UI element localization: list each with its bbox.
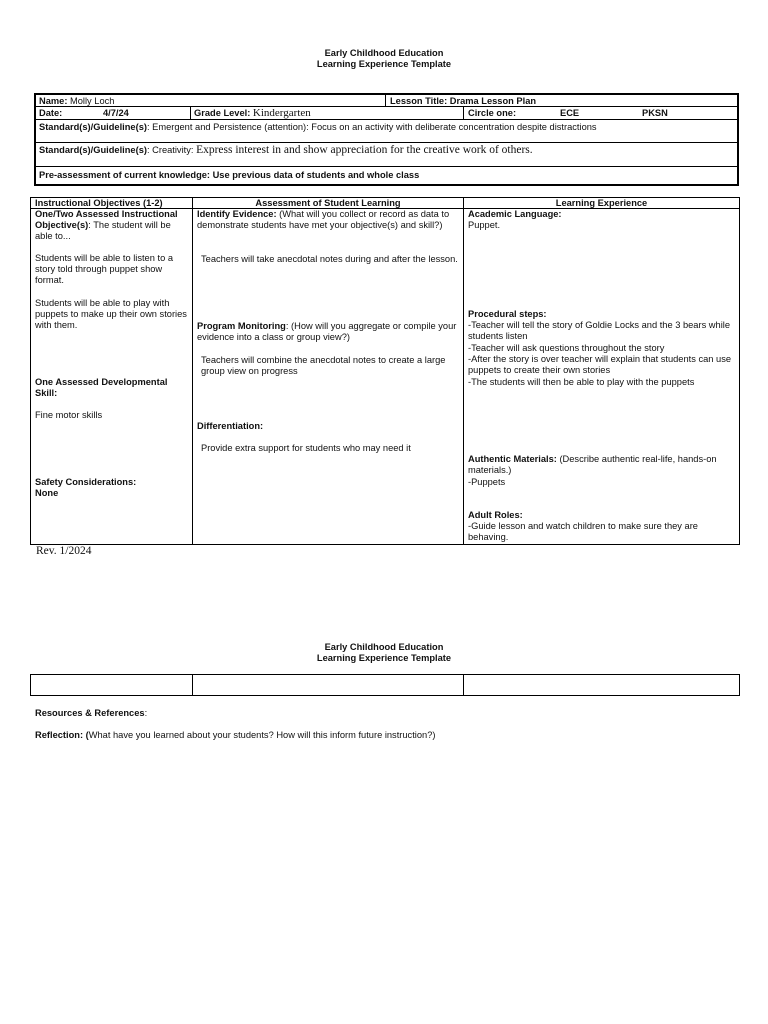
circle-option-ece[interactable]: ECE: [560, 108, 580, 118]
resources-references: Resources & References:: [35, 708, 148, 718]
name-field: [39, 96, 114, 107]
page2-title-line1: Early Childhood Education: [324, 642, 444, 652]
monitoring-value: Teachers will combine the anecdotal notes to create a large group view on progress: [201, 355, 446, 376]
safety-label: Safety Considerations:: [35, 477, 137, 487]
procedural-step-4: -The students will then be able to play with the puppets: [468, 377, 695, 387]
column-header-assessment: Assessment of Student Learning: [255, 198, 401, 208]
procedural-step-1: -Teacher will tell the story of Goldie Locks and the 3 bears while students listen: [468, 320, 730, 341]
standard-2-value: Express interest in and show appreciation for the creative work of others.: [196, 144, 533, 156]
adult-roles-label: Adult Roles:: [468, 510, 523, 520]
authentic-materials: Authentic Materials: (Describe authentic real-life, hands-on materials.): [468, 454, 717, 475]
standard-2-prefix: : Creativity:: [146, 145, 194, 155]
pre-assessment: Pre-assessment of current knowledge: Use previous data of students and whole class: [39, 170, 420, 180]
standard-2: [39, 145, 533, 156]
revision-note: Rev. 1/2024: [36, 545, 92, 557]
authentic-materials-value: -Puppets: [468, 477, 506, 487]
grade-level-label: Grade Level:: [194, 108, 251, 118]
identify-evidence: Identify Evidence: (What will you collect or record as data to demonstrate students have met your objective(s) and skill?): [197, 209, 450, 230]
page-title-line2: Learning Experience Template: [316, 59, 452, 69]
name-value: Molly Loch: [70, 96, 115, 106]
column-header-objectives: Instructional Objectives (1-2): [35, 198, 163, 208]
standard-1: [39, 122, 597, 133]
page-title-line1: Early Childhood Education: [324, 48, 444, 58]
lesson-title-field: [390, 96, 536, 107]
evidence-value: Teachers will take anecdotal notes during and after the lesson.: [201, 254, 458, 264]
date-value: 4/7/24: [103, 108, 129, 118]
adult-roles-value: -Guide lesson and watch children to make sure they are behaving.: [468, 521, 698, 542]
name-label: Name:: [39, 96, 68, 106]
circle-one-label: Circle one:: [468, 108, 517, 118]
procedural-step-2: -Teacher will ask questions throughout the story: [468, 343, 665, 353]
standard-1-value: : Emergent and Persistence (attention): Focus on an activity with deliberate concentration despite distractions: [146, 122, 597, 132]
differentiation-value: Provide extra support for students who may need it: [201, 443, 411, 453]
differentiation-label: Differentiation:: [197, 421, 264, 431]
dev-skill-value: Fine motor skills: [35, 410, 103, 420]
page2-title-line2: Learning Experience Template: [316, 653, 452, 663]
grade-level-value: Kindergarten: [252, 107, 311, 119]
procedural-step-3: -After the story is over teacher will explain that students can use puppets to create their own stories: [468, 354, 732, 375]
reflection: Reflection: (What have you learned about your students? How will this inform future instruction?): [35, 730, 436, 740]
date-label: Date:: [39, 108, 63, 118]
objective-item-1: Students will be able to listen to a story told through puppet show format.: [35, 253, 173, 285]
lesson-title-value: Drama Lesson Plan: [449, 96, 537, 106]
lesson-title-label: Lesson Title:: [390, 96, 448, 106]
circle-option-pksn[interactable]: PKSN: [642, 108, 668, 118]
safety-value: None: [35, 488, 59, 498]
grade-level-field: [194, 108, 311, 119]
objective-heading: One/Two Assessed Instructional Objective(s): The student will be able to...: [35, 209, 178, 241]
standard-1-label: Standard(s)/Guideline(s): [39, 122, 147, 132]
dev-skill-label: One Assessed Developmental Skill:: [35, 377, 168, 398]
program-monitoring: Program Monitoring: (How will you aggregate or compile your evidence into a class or group view?): [197, 321, 457, 342]
objective-item-2: Students will be able to play with puppets to make up their own stories with them.: [35, 298, 187, 330]
column-header-learning: Learning Experience: [555, 198, 648, 208]
standard-2-label: Standard(s)/Guideline(s): [39, 145, 147, 155]
academic-language-value: Puppet.: [468, 220, 501, 230]
academic-language-label: Academic Language:: [468, 209, 562, 219]
procedural-steps-label: Procedural steps:: [468, 309, 547, 319]
